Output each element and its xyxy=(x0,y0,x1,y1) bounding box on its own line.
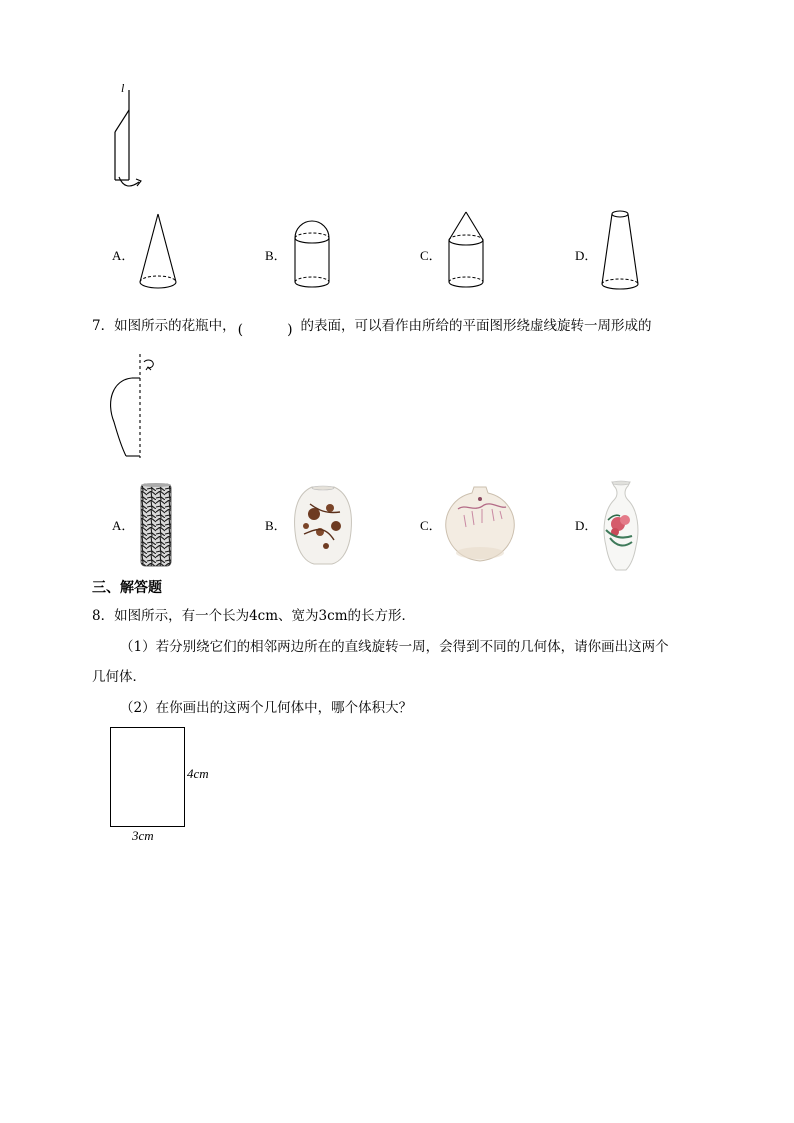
q7-option-b-vase xyxy=(290,484,356,570)
q8-stem: 8．如图所示，有一个长为4cm、宽为3cm的长方形． xyxy=(92,608,415,624)
q8-rectangle xyxy=(110,727,185,827)
axis-label: l xyxy=(121,81,125,95)
q7-option-c-label[interactable]: C． xyxy=(420,518,442,533)
q7-option-a-vase xyxy=(138,482,174,572)
q7-option-d-vase xyxy=(598,480,644,576)
q6-rotation-figure xyxy=(105,82,155,192)
q7-option-d-label[interactable]: D． xyxy=(575,518,598,533)
q8-part1-line1: （1）若分别绕它们的相邻两边所在的直线旋转一周，会得到不同的几何体，请你画出这两个 xyxy=(120,639,669,655)
q6-option-d-truncated-cone xyxy=(598,208,642,298)
q6-option-a-cone xyxy=(136,210,180,296)
q7-text-after: 的表面，可以看作由所给的平面图形绕虚线旋转一周形成的 xyxy=(300,318,652,334)
q6-option-b-cylinder-hemisphere xyxy=(290,218,334,298)
q6-option-c-cylinder-cone xyxy=(444,210,488,298)
q8-length-label: 4cm xyxy=(187,766,209,781)
q6-option-c-label[interactable]: C． xyxy=(420,248,442,263)
q7-paren-close: ) xyxy=(287,322,293,338)
q6-rotation-shape xyxy=(105,82,155,192)
q6-option-b-label[interactable]: B． xyxy=(265,248,287,263)
q7-option-c-vase xyxy=(444,485,516,567)
q7-text-before: 7．如图所示的花瓶中， xyxy=(92,318,236,334)
section-title: 三、解答题 xyxy=(92,580,162,596)
q7-option-a-label[interactable]: A． xyxy=(112,518,135,533)
q8-width-label: 3cm xyxy=(132,828,154,843)
q6-option-a-label[interactable]: A． xyxy=(112,248,135,263)
q8-part2: （2）在你画出的这两个几何体中，哪个体积大？ xyxy=(120,700,413,716)
q7-stem xyxy=(92,314,652,338)
q7-profile-figure xyxy=(108,350,158,466)
q7-paren-open: ( xyxy=(237,322,244,338)
q6-option-d-label[interactable]: D． xyxy=(575,248,598,263)
q8-part1-line2: 几何体． xyxy=(92,669,146,685)
q7-option-b-label[interactable]: B． xyxy=(265,518,287,533)
